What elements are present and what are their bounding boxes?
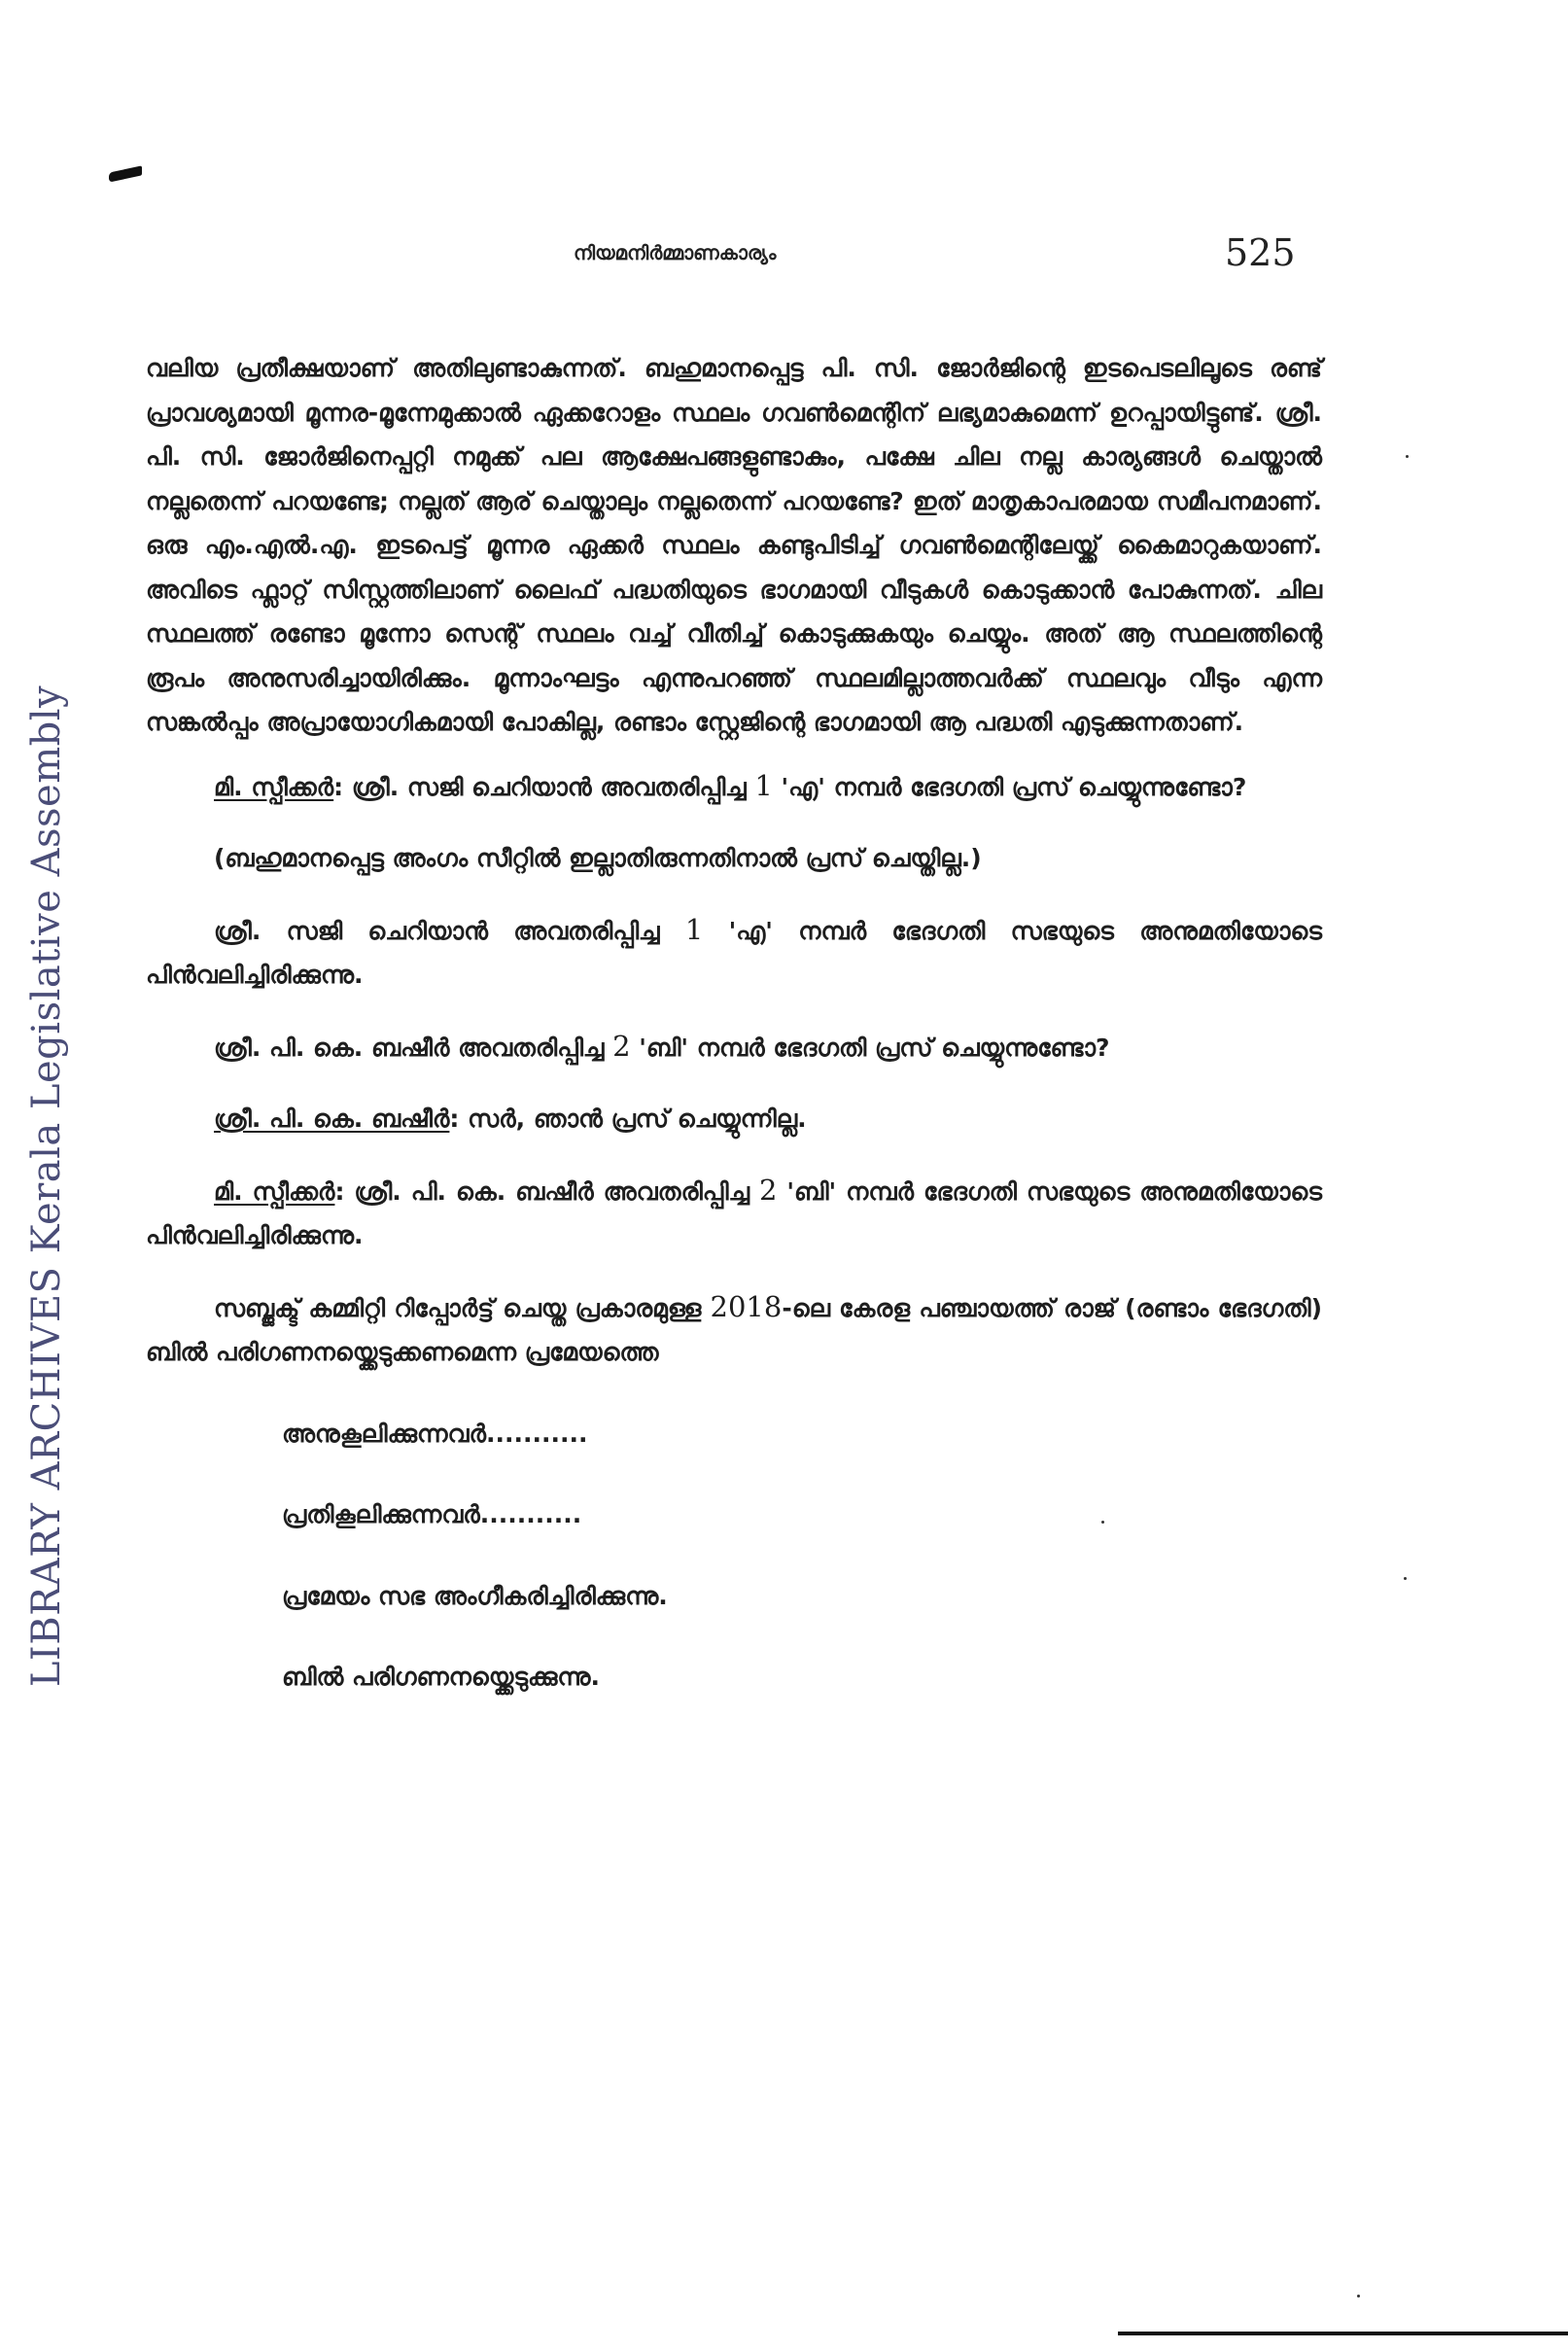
paragraph-text: : ശ്രീ. സജി ചെറിയാൻ അവതരിപ്പിച്ച: [333, 772, 755, 801]
paragraph-text: ശ്രീ. സജി ചെറിയാൻ അവതരിപ്പിച്ച: [214, 916, 685, 945]
paragraph-amendment-2: [146, 1025, 1322, 1070]
speaker-name: മി. സ്പീക്കർ: [214, 772, 334, 801]
scan-mark: [109, 165, 142, 182]
amendment-number: 1: [684, 912, 704, 946]
year-number: 2018: [710, 1289, 783, 1323]
amendment-number: 2: [758, 1173, 778, 1207]
footer-rule: [1118, 2332, 1568, 2335]
scan-speck: [1404, 1577, 1407, 1580]
paragraph-text: 'എ' നമ്പർ ഭേദഗതി സഭയുടെ അനുമതിയോടെ പിൻവലിച്ചിരിക്കുന്നു.: [146, 916, 1323, 989]
vote-noes: പ്രതികൂലിക്കുന്നവർ...........: [282, 1500, 582, 1528]
amendment-number: 1: [754, 768, 773, 802]
paragraph-text: : സർ, ഞാൻ പ്രസ് ചെയ്യുന്നില്ല.: [449, 1105, 807, 1133]
body-text: [146, 346, 1322, 1700]
paragraph-1: വലിയ പ്രതീക്ഷയാണ് അതിലുണ്ടാകുന്നത്. ബഹുമാനപ്പെട്ട പി. സി. ജോർജിന്റെ ഇടപെടലിലൂടെ രണ്ട് പ്രാവശ്യമായി മൂന്നര-മൂന്നേമുക്കാൽ ഏക്കറോളം സ്ഥലം ഗവൺമെന്റിന് ലഭ്യമാകുമെന്ന് ഉറപ്പായിട്ടുണ്ട്. ശ്രീ. പി. സി. ജോർജിനെപ്പറ്റി നമുക്ക് പല ആക്ഷേപങ്ങളുണ്ടാകും, പക്ഷേ ചില നല്ല കാര്യങ്ങൾ ചെയ്താൽ നല്ലതെന്ന് പറയണ്ടേ; നല്ലത് ആര് ചെയ്താലും നല്ലതെന്ന് പറയണ്ടേ? ഇത് മാതൃകാപരമായ സമീപനമാണ്. ഒരു എം.എൽ.എ. ഇടപെട്ട് മൂന്നര ഏക്കർ സ്ഥലം കണ്ടുപിടിച്ച് ഗവൺമെന്റിലേയ്ക്ക് കൈമാറുകയാണ്. അവിടെ ഫ്ലാറ്റ് സിസ്റ്റത്തിലാണ് ലൈഫ് പദ്ധതിയുടെ ഭാഗമായി വീടുകൾ കൊടുക്കാൻ പോകുന്നത്. ചില സ്ഥലത്ത് രണ്ടോ മൂന്നോ സെന്റ് സ്ഥലം വച്ച് വീതിച്ച് കൊടുക്കുകയും ചെയ്യും. അത് ആ സ്ഥലത്തിന്റെ രൂപം അനുസരിച്ചായിരിക്കും. മൂന്നാംഘട്ടം എന്നുപറഞ്ഞ് സ്ഥലമില്ലാത്തവർക്ക് സ്ഥലവും വീടും എന്ന സങ്കൽപ്പം അപ്രായോഗികമായി പോകില്ല, രണ്ടാം സ്റ്റേജിന്റെ ഭാഗമായി ആ പദ്ധതി എടുക്കുന്നതാണ്.: [146, 354, 1322, 736]
paragraph-speaker-1: [146, 764, 1322, 810]
paragraph-text: 'ബി' നമ്പർ ഭേദഗതി പ്രസ് ചെയ്യുന്നുണ്ടോ?: [630, 1033, 1110, 1062]
paragraph-text: 'ബി' നമ്പർ ഭേദഗതി സഭയുടെ അനുമതിയോടെ പിൻവലിച്ചിരിക്കുന്നു.: [146, 1176, 1322, 1249]
paragraph-speaker-2: [146, 1169, 1322, 1258]
speaker-name: മി. സ്പീക്കർ: [214, 1176, 335, 1206]
procedural-note: (ബഹുമാനപ്പെട്ട അംഗം സീറ്റിൽ ഇല്ലാതിരുന്നതിനാൽ പ്രസ് ചെയ്തില്ല.): [214, 844, 982, 872]
page-number: 525: [1225, 231, 1296, 274]
paragraph-withdrawn-1: [146, 908, 1322, 998]
scan-speck: [1101, 1521, 1104, 1524]
paragraph-text: 'എ' നമ്പർ ഭേദഗതി പ്രസ് ചെയ്യുന്നുണ്ടോ?: [772, 772, 1247, 801]
paragraph-text: സബ്ജക്ട് കമ്മിറ്റി റിപ്പോർട്ട് ചെയ്ത പ്രകാരമുള്ള: [214, 1293, 711, 1322]
watermark-text: LIBRARY ARCHIVES Kerala Legislative Assembly: [24, 684, 70, 1688]
paragraph-text: : ശ്രീ. പി. കെ. ബഷീർ അവതരിപ്പിച്ച: [334, 1176, 759, 1206]
paragraph-member-reply: [146, 1097, 1322, 1141]
scan-speck: [1406, 455, 1409, 458]
scan-speck: [1357, 2295, 1360, 2297]
paragraph-text: ശ്രീ. പി. കെ. ബഷീർ അവതരിപ്പിച്ച: [214, 1033, 613, 1062]
paragraph-motion: [146, 1285, 1322, 1375]
bill-taken-up: ബിൽ പരിഗണനയ്ക്കെടുക്കുന്നു.: [282, 1663, 600, 1691]
speaker-name: ശ്രീ. പി. കെ. ബഷീർ: [214, 1105, 450, 1133]
paragraph-text: -ലെ കേരള പഞ്ചായത്ത് രാജ് (രണ്ടാം ഭേദഗതി) ബിൽ പരിഗണനയ്ക്കെടുക്കണമെന്ന പ്രമേയത്തെ: [146, 1293, 1322, 1366]
amendment-number: 2: [612, 1029, 631, 1063]
running-header: നിയമനിർമ്മാണകാര്യം: [574, 241, 777, 264]
archive-watermark: [8, 651, 86, 1721]
vote-ayes: അനുകൂലിക്കുന്നവർ...........: [282, 1419, 588, 1448]
motion-adopted: പ്രമേയം സഭ അംഗീകരിച്ചിരിക്കുന്നു.: [282, 1581, 668, 1610]
